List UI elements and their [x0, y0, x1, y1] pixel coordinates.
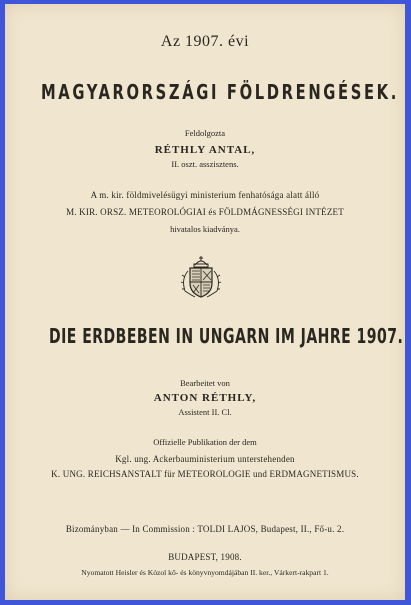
- german-author: ANTON RÉTHLY,: [153, 392, 257, 404]
- german-authority-line: Kgl. ung. Ackerbauministerium unterstehenden: [115, 454, 295, 464]
- hungarian-main-title: MAGYARORSZÁGI FÖLDRENGÉSEK.: [41, 80, 399, 104]
- place-and-year: BUDAPEST, 1908.: [168, 552, 242, 562]
- commission-line: Bizományban — In Commission : TOLDI LAJOS, Budapest, II., Fő-u. 2.: [65, 524, 345, 534]
- hungarian-author-role: II. oszt. asszisztens.: [171, 159, 239, 169]
- hungarian-author: RÉTHLY ANTAL,: [154, 144, 256, 156]
- german-main-title: DIE ERDBEBEN IN UNGARN IM JAHRE 1907.: [49, 324, 404, 348]
- hungarian-institute: M. KIR. ORSZ. METEOROLÓGIAI és FÖLDMÁGNESSÉGI INTÉZET: [66, 207, 344, 217]
- title-page: [5, 4, 405, 600]
- german-edited-label: Bearbeitet von: [180, 378, 230, 388]
- hungarian-coat-of-arms-icon: [175, 255, 227, 299]
- hungarian-authority-line: A m. kir. földmivelésügyi ministerium fenhatósága alatt álló: [90, 190, 320, 200]
- printer-line: Nyomatott Heisler és Kózol kő- és könyvnyomdájában II. ker., Várkert-rakpart 1.: [81, 568, 329, 577]
- hungarian-edited-label: Feldolgozta: [184, 128, 226, 138]
- german-institute: K. UNG. REICHSANSTALT für METEOROLOGIE und ERDMAGNETISMUS.: [51, 469, 359, 479]
- hungarian-publication-note: hivatalos kiadványa.: [170, 224, 240, 234]
- german-author-role: Assistent II. Cl.: [178, 407, 232, 417]
- german-publication-note: Offizielle Publikation der dem: [153, 437, 257, 447]
- year-title: Az 1907. évi: [160, 33, 250, 50]
